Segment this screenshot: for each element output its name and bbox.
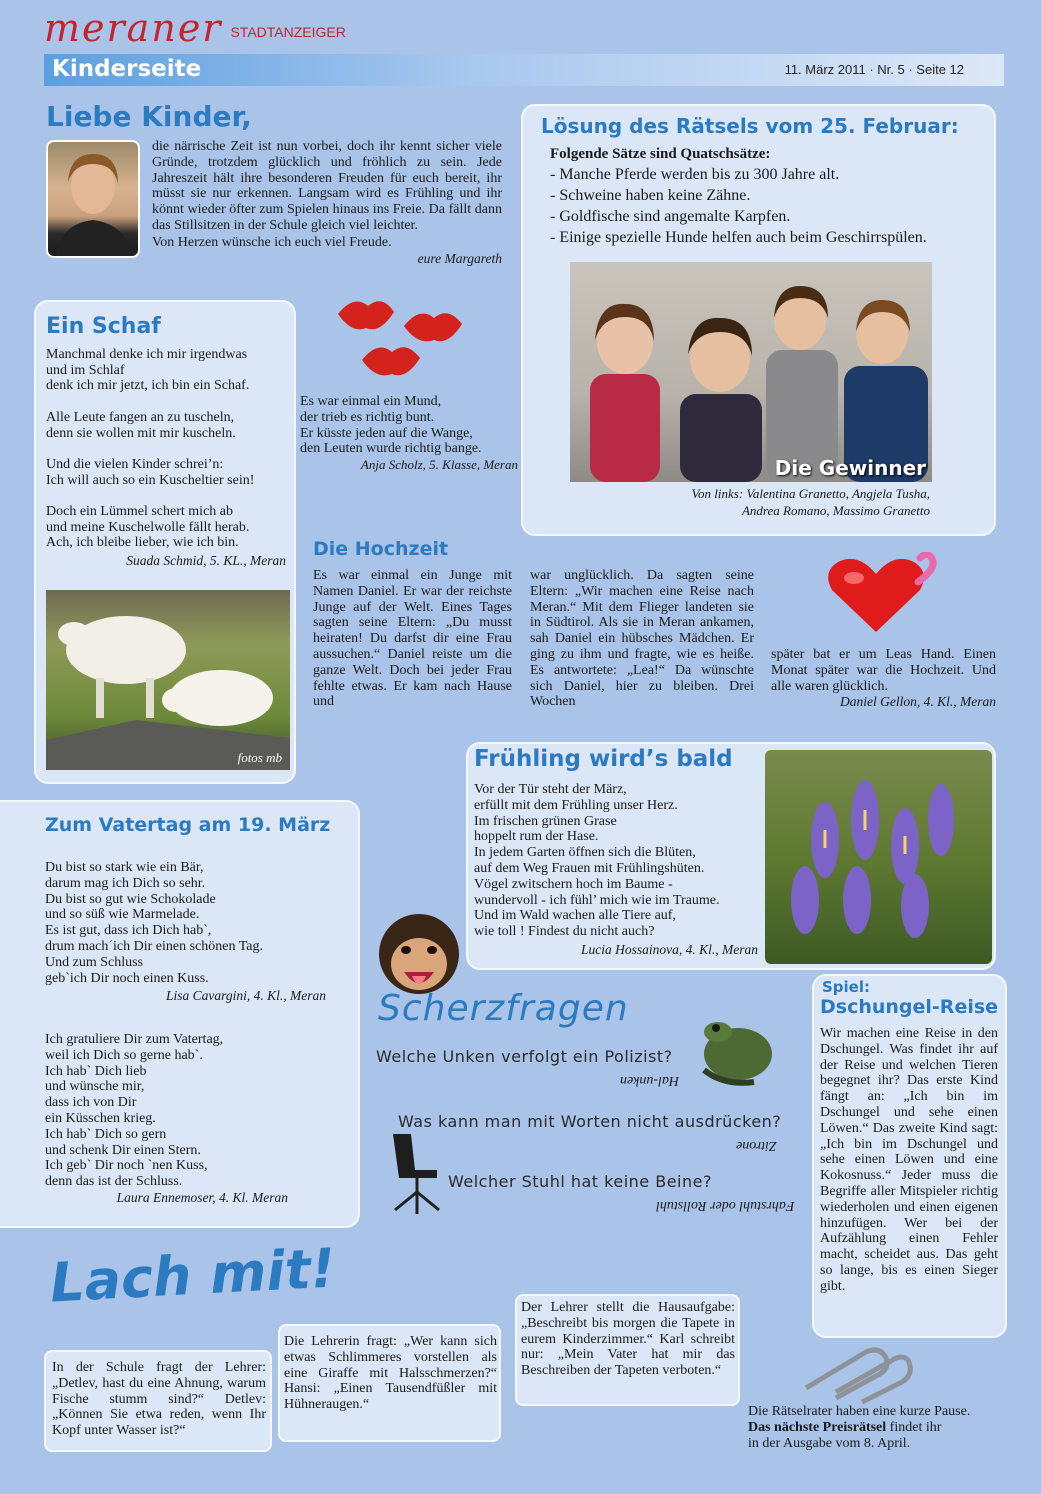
winners-label: Die Gewinner	[774, 456, 926, 480]
vatertag-poem-1: Du bist so stark wie ein Bär, darum mag ich Dich so sehr. Du bist so gut wie Schokolade und so süß wie Marmelade. Es ist gut, dass ich Dich hab`, drum mach´ich Dir einen schönen Tag. Und zum Schluss geb`ich Dir noch einen Kuss.	[45, 860, 264, 986]
lach-mit-title: Lach mit!	[48, 1236, 337, 1315]
brand-subtitle: STADTANZEIGER	[230, 24, 346, 40]
fruehling-title: Frühling wird’s bald	[474, 746, 733, 772]
winners-photo	[570, 262, 932, 482]
list-item: - Goldfische sind angemalte Karpfen.	[550, 208, 791, 225]
scherzfragen-title: Scherzfragen	[378, 988, 629, 1029]
intro-text-block	[152, 139, 502, 267]
joke-box-3	[515, 1294, 740, 1406]
winners-caption-2: Andrea Romano, Massimo Granetto	[741, 503, 930, 518]
pause-line-3: in der Ausgabe vom 8. April.	[748, 1436, 911, 1451]
monkey-icon	[366, 910, 472, 996]
vatertag-box	[0, 800, 360, 1228]
dschungel-box	[812, 974, 1007, 1338]
hochzeit-col3: später bat er um Leas Hand. Einen Monat später war die Hochzeit. Und alle waren glücklich.	[771, 647, 996, 694]
schaf-title: Ein Schaf	[46, 314, 161, 339]
vatertag-title: Zum Vatertag am 19. März	[45, 814, 331, 836]
fruehling-credit: Lucia Hossainova, 4. Kl., Meran	[581, 942, 758, 957]
hochzeit-credit: Daniel Gellon, 4. Kl., Meran	[840, 694, 996, 709]
scherzfrage-2: Was kann man mit Worten nicht ausdrücken?	[398, 1112, 782, 1131]
intro-closing: Von Herzen wünsche ich euch viel Freude.	[152, 234, 392, 250]
vatertag-poem-2: Ich gratuliere Dir zum Vatertag, weil ich Dich so gerne hab`. Ich hab` Dich lieb und wünsche mir, dass ich von Dir ein Küsschen krieg. Ich hab` Dich so gern und schenk Dir einen Stern. Ich geb` Dir noch `nen Kuss, denn das ist der Schluss.	[45, 1032, 224, 1190]
photo-credit: fotos mb	[237, 750, 282, 765]
vatertag-credit-2: Laura Ennemoser, 4. Kl. Meran	[116, 1190, 288, 1205]
issue-info: 11. März 2011 · Nr. 5 · Seite 12	[784, 62, 964, 77]
solution-subtitle: Folgende Sätze sind Quatschsätze:	[550, 146, 771, 162]
mund-poem: Es war einmal ein Mund, der trieb es richtig bunt. Er küsste jeden auf die Wange, den Leuten wurde richtig bange.	[300, 394, 482, 457]
list-item: - Manche Pferde werden bis zu 300 Jahre alt.	[550, 166, 840, 183]
schaf-box	[34, 300, 296, 784]
joke-2: Die Lehrerin fragt: „Wer kann sich etwas Schlimmeres vorstellen als eine Giraffe mit Halsschmerzen?“ Hansi: „Einen Tausendfüßler mit Hühneraugen.“	[284, 1334, 497, 1413]
author-photo	[46, 140, 140, 258]
joke-1: In der Schule fragt der Lehrer: „Detlev, hast du eine Ahnung, warum Fische stumm sind?“ Detlev: „Können Sie etwa reden, wenn Ihr Kopf unter Wasser ist?“	[52, 1360, 266, 1439]
section-title: Kinderseite	[52, 56, 202, 82]
section-bar	[44, 54, 1004, 86]
pause-bold: Das nächste Preisrätsel	[748, 1420, 887, 1435]
joke-box-1	[44, 1350, 272, 1452]
scherzantwort-1: Hal-unken	[620, 1073, 680, 1088]
hochzeit-col2: war unglücklich. Da sagten seine Eltern: „Wir machen eine Reise nach Meran.“ Mit dem Flieger landeten sie in Südtirol. Als sie in Meran ankamen, sah Daniel ein hübsches Mädchen. Er ging zu ihm und fragte, wie es heiße. Es antwortete: „Lea!“ Da wünschte sich Daniel, hier zu bleiben. Drei Wochen	[530, 568, 754, 710]
chair-icon	[385, 1130, 445, 1216]
vatertag-credit-1: Lisa Cavargini, 4. Kl., Meran	[165, 988, 326, 1003]
kiss-lips-icon	[332, 290, 472, 386]
intro-text: die närrische Zeit ist nun vorbei, doch ihr kennt sicher viele Gründe, trotzdem glücklich und fröhlich zu sein. Jede Jahreszeit hält ihre besonderen Freuden für euch bereit, ihr müsst sie nur erkennen. Langsam wird es Frühling und ihr könnt wieder öfter zum Spielen hinaus ins Freie. Da fällt dann das Stillsitzen in der Schule gleich viel leichter.	[152, 139, 502, 233]
brand-logo: meraner	[44, 6, 223, 50]
fruehling-box	[466, 742, 996, 970]
dschungel-text: Wir machen eine Reise in den Dschungel. Was findet ihr auf der Reise und welchen Tieren begegnet ihr? Das erste Kind fängt an: „Ich bin im Dschungel und sehe einen Löwen.“ Das zweite Kind sagt: „Ich bin im Dschungel und sehe einen Löwen und eine Kokosnuss.“ Jeder muss die Begriffe aller Mitspieler richtig wiederholen und einen eigenen hinzufügen. Wer bei der Aufzählung einen Fehler macht, scheidet aus. Das geht so lange, bis es einen Sieger gibt.	[820, 1026, 998, 1294]
hochzeit-col1: Es war einmal ein Junge mit Namen Daniel. Er war der reichste Junge auf der Welt. Eines Tages sagten seine Eltern: „Du musst heiraten! Du darfst dir eine Frau aussuchen.“ Daniel reiste um die ganze Welt. Doch bei jeder Frau fehlte etwas. Er kam nach Hause und	[313, 568, 512, 710]
sheep-photo	[46, 590, 290, 770]
frog-icon	[694, 1010, 776, 1090]
schaf-poem: Manchmal denke ich mir irgendwas und im Schlaf denk ich mir jetzt, ich bin ein Schaf. Alle Leute fangen an zu tuscheln, denn sie wollen mit mir kuscheln. Und die vielen Kinder schrei’n: Ich will auch so ein Kuscheltier sein! Doch ein Lümmel schert mich ab und meine Kuschelwolle fällt herab. Ach, ich bleibe lieber, wie ich bin.	[46, 347, 255, 551]
pause-line-1: Die Rätselrater haben eine kurze Pause.	[748, 1404, 971, 1419]
mund-block	[300, 394, 518, 473]
solution-title: Lösung des Rätsels vom 25. Februar:	[541, 114, 959, 138]
joke-3: Der Lehrer stellt die Hausaufgabe: „Beschreibt bis morgen die Tapete in eurem Kinderzimmer.“ Karl schreibt nur: „Mein Vater hat mir das Beschreiben der Tapeten verboten.“	[521, 1300, 735, 1379]
dschungel-title: Dschungel-Reise	[820, 996, 999, 1018]
scherzfrage-3: Welcher Stuhl hat keine Beine?	[448, 1172, 712, 1191]
pause-line-2-text: findet ihr	[886, 1420, 942, 1435]
intro-title: Liebe Kinder,	[46, 100, 252, 133]
mund-credit: Anja Scholz, 5. Klasse, Meran	[360, 457, 518, 473]
scherzantwort-3: Fahrstuhl oder Rollstuhl	[656, 1198, 795, 1213]
schaf-credit: Suada Schmid, 5. KL., Meran	[126, 553, 286, 568]
intro-signature: eure Margareth	[417, 250, 502, 266]
scherzfrage-1: Welche Unken verfolgt ein Polizist?	[376, 1047, 673, 1066]
joke-box-2	[278, 1324, 501, 1442]
paperclip-icon	[796, 1340, 916, 1404]
masthead	[44, 8, 604, 48]
solution-box	[521, 104, 996, 536]
crocus-photo	[765, 750, 992, 964]
pause-notice	[748, 1404, 1008, 1452]
heart-icon	[822, 552, 942, 634]
fruehling-poem: Vor der Tür steht der März, erfüllt mit dem Frühling unser Herz. Im frischen grünen Grase hoppelt rum der Hase. In jedem Garten öffnen sich die Blüten, auf dem Weg Frauen mit Frühlingshüten. Vögel zwitschern hoch im Baume - wundervoll - ich fühl’ mich wie im Traume. Und im Wald wachen alle Tiere auf, wie toll ! Findest du nicht auch?	[474, 782, 720, 940]
dschungel-kicker: Spiel:	[822, 978, 870, 996]
winners-caption-1: Von links: Valentina Granetto, Angjela Tusha,	[691, 486, 930, 501]
list-item: - Schweine haben keine Zähne.	[550, 187, 751, 204]
solution-list	[550, 164, 927, 248]
scherzantwort-2: Zitrone	[736, 1138, 777, 1153]
pause-line-2	[748, 1420, 1008, 1436]
hochzeit-title: Die Hochzeit	[313, 538, 449, 560]
list-item: - Einige spezielle Hunde helfen auch beim Geschirrspülen.	[550, 229, 927, 246]
